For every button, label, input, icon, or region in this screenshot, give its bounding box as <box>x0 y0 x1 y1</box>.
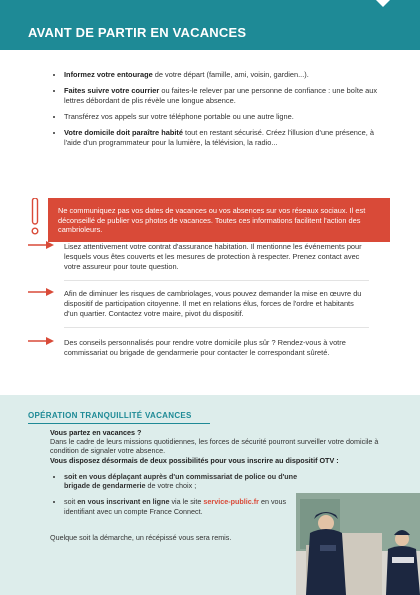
option-text: via le site <box>169 497 204 507</box>
right-arrow-icon <box>28 336 54 346</box>
page-header <box>0 0 420 50</box>
page-title: AVANT DE PARTIR EN VACANCES <box>28 25 247 40</box>
option-text: de votre choix ; <box>145 481 197 491</box>
alert-text: Ne communiquez pas vos dates de vacances ou vos absences sur vos réseaux sociaux. Il est déconseillé de publier vos photos de vacances. Toutes ces informations facilitent l'action des cambrioleurs. <box>58 206 366 234</box>
paragraph-text: Lisez attentivement votre contrat d'assurance habitation. Il mentionne les événements pour lesquels vous êtes couverts et les mesures de protection à respecter. Prenez contact avec votre assureur pour toute question. <box>64 242 362 271</box>
police-officers-photo <box>296 493 420 595</box>
otv-heading: OPÉRATION TRANQUILLITÉ VACANCES <box>28 411 192 420</box>
tip-text: ou faites-le relever par une personne de confiance : une boîte aux lettres débordant de plis révèle une longue absence. <box>64 86 378 105</box>
otv-option <box>64 472 314 490</box>
otv-intro-text: Dans le cadre de leurs missions quotidiennes, les forces de sécurité pourront surveiller votre domicile à condition de signaler votre absence. <box>50 437 379 456</box>
otv-section <box>0 395 420 595</box>
tip-bold: Informez votre entourage <box>64 70 153 79</box>
tip-text: de votre départ (famille, ami, voisin, gardien...). <box>152 70 309 79</box>
otv-footer: Quelque soit la démarche, un récépissé vous sera remis. <box>50 533 232 542</box>
right-arrow-icon <box>28 240 54 250</box>
paragraph-text: Des conseils personnalisés pour rendre votre domicile plus sûr ? Rendez-vous à votre commissariat ou brigade de gendarmerie pour contacter le correspondant sûreté. <box>64 338 346 357</box>
option-text: en vous identifiant avec un compte France Connect. <box>64 497 287 516</box>
tip-item <box>64 128 384 148</box>
tip-item <box>64 86 384 106</box>
right-arrow-icon <box>28 287 54 297</box>
option-bold: soit en vous déplaçant auprès d'un commissariat de police ou d'une brigade de gendarmerie <box>64 472 298 491</box>
option-text: soit <box>64 497 78 507</box>
alert-callout <box>28 198 390 242</box>
divider <box>64 327 369 328</box>
tip-bold: Votre domicile doit paraître habité <box>64 128 183 137</box>
otv-option <box>64 497 314 515</box>
tip-item <box>64 112 384 122</box>
tip-text: tout en restant sécurisé. Créez l'illusion d'une présence, à l'aide d'un programmateur pour la lumière, la télévision, la radio... <box>64 128 374 147</box>
otv-possibilities: Vous disposez désormais de deux possibilités pour vous inscrire au dispositif OTV : <box>50 455 339 465</box>
service-public-link[interactable]: service-public.fr <box>203 497 259 507</box>
otv-options <box>50 472 314 523</box>
exclamation-icon <box>28 198 42 236</box>
header-notch <box>376 0 390 7</box>
tip-bold: Faites suivre votre courrier <box>64 86 160 95</box>
otv-question: Vous partez en vacances ? <box>50 428 142 437</box>
tip-item <box>64 70 384 80</box>
tips-list <box>40 70 384 154</box>
otv-intro <box>50 428 380 465</box>
tip-text: Transférez vos appels sur votre téléphone portable ou une autre ligne. <box>64 112 294 121</box>
heading-underline <box>28 423 210 424</box>
divider <box>64 280 369 281</box>
paragraph-text: Afin de diminuer les risques de cambriolages, vous pouvez demander la mise en œuvre du dispositif de participation citoyenne. Il met en relations élus, forces de l'ordre et habitants d'un quartier. Contactez votre maire, pivot du dispositif. <box>64 289 362 318</box>
option-bold: en vous inscrivant en ligne <box>77 497 170 507</box>
